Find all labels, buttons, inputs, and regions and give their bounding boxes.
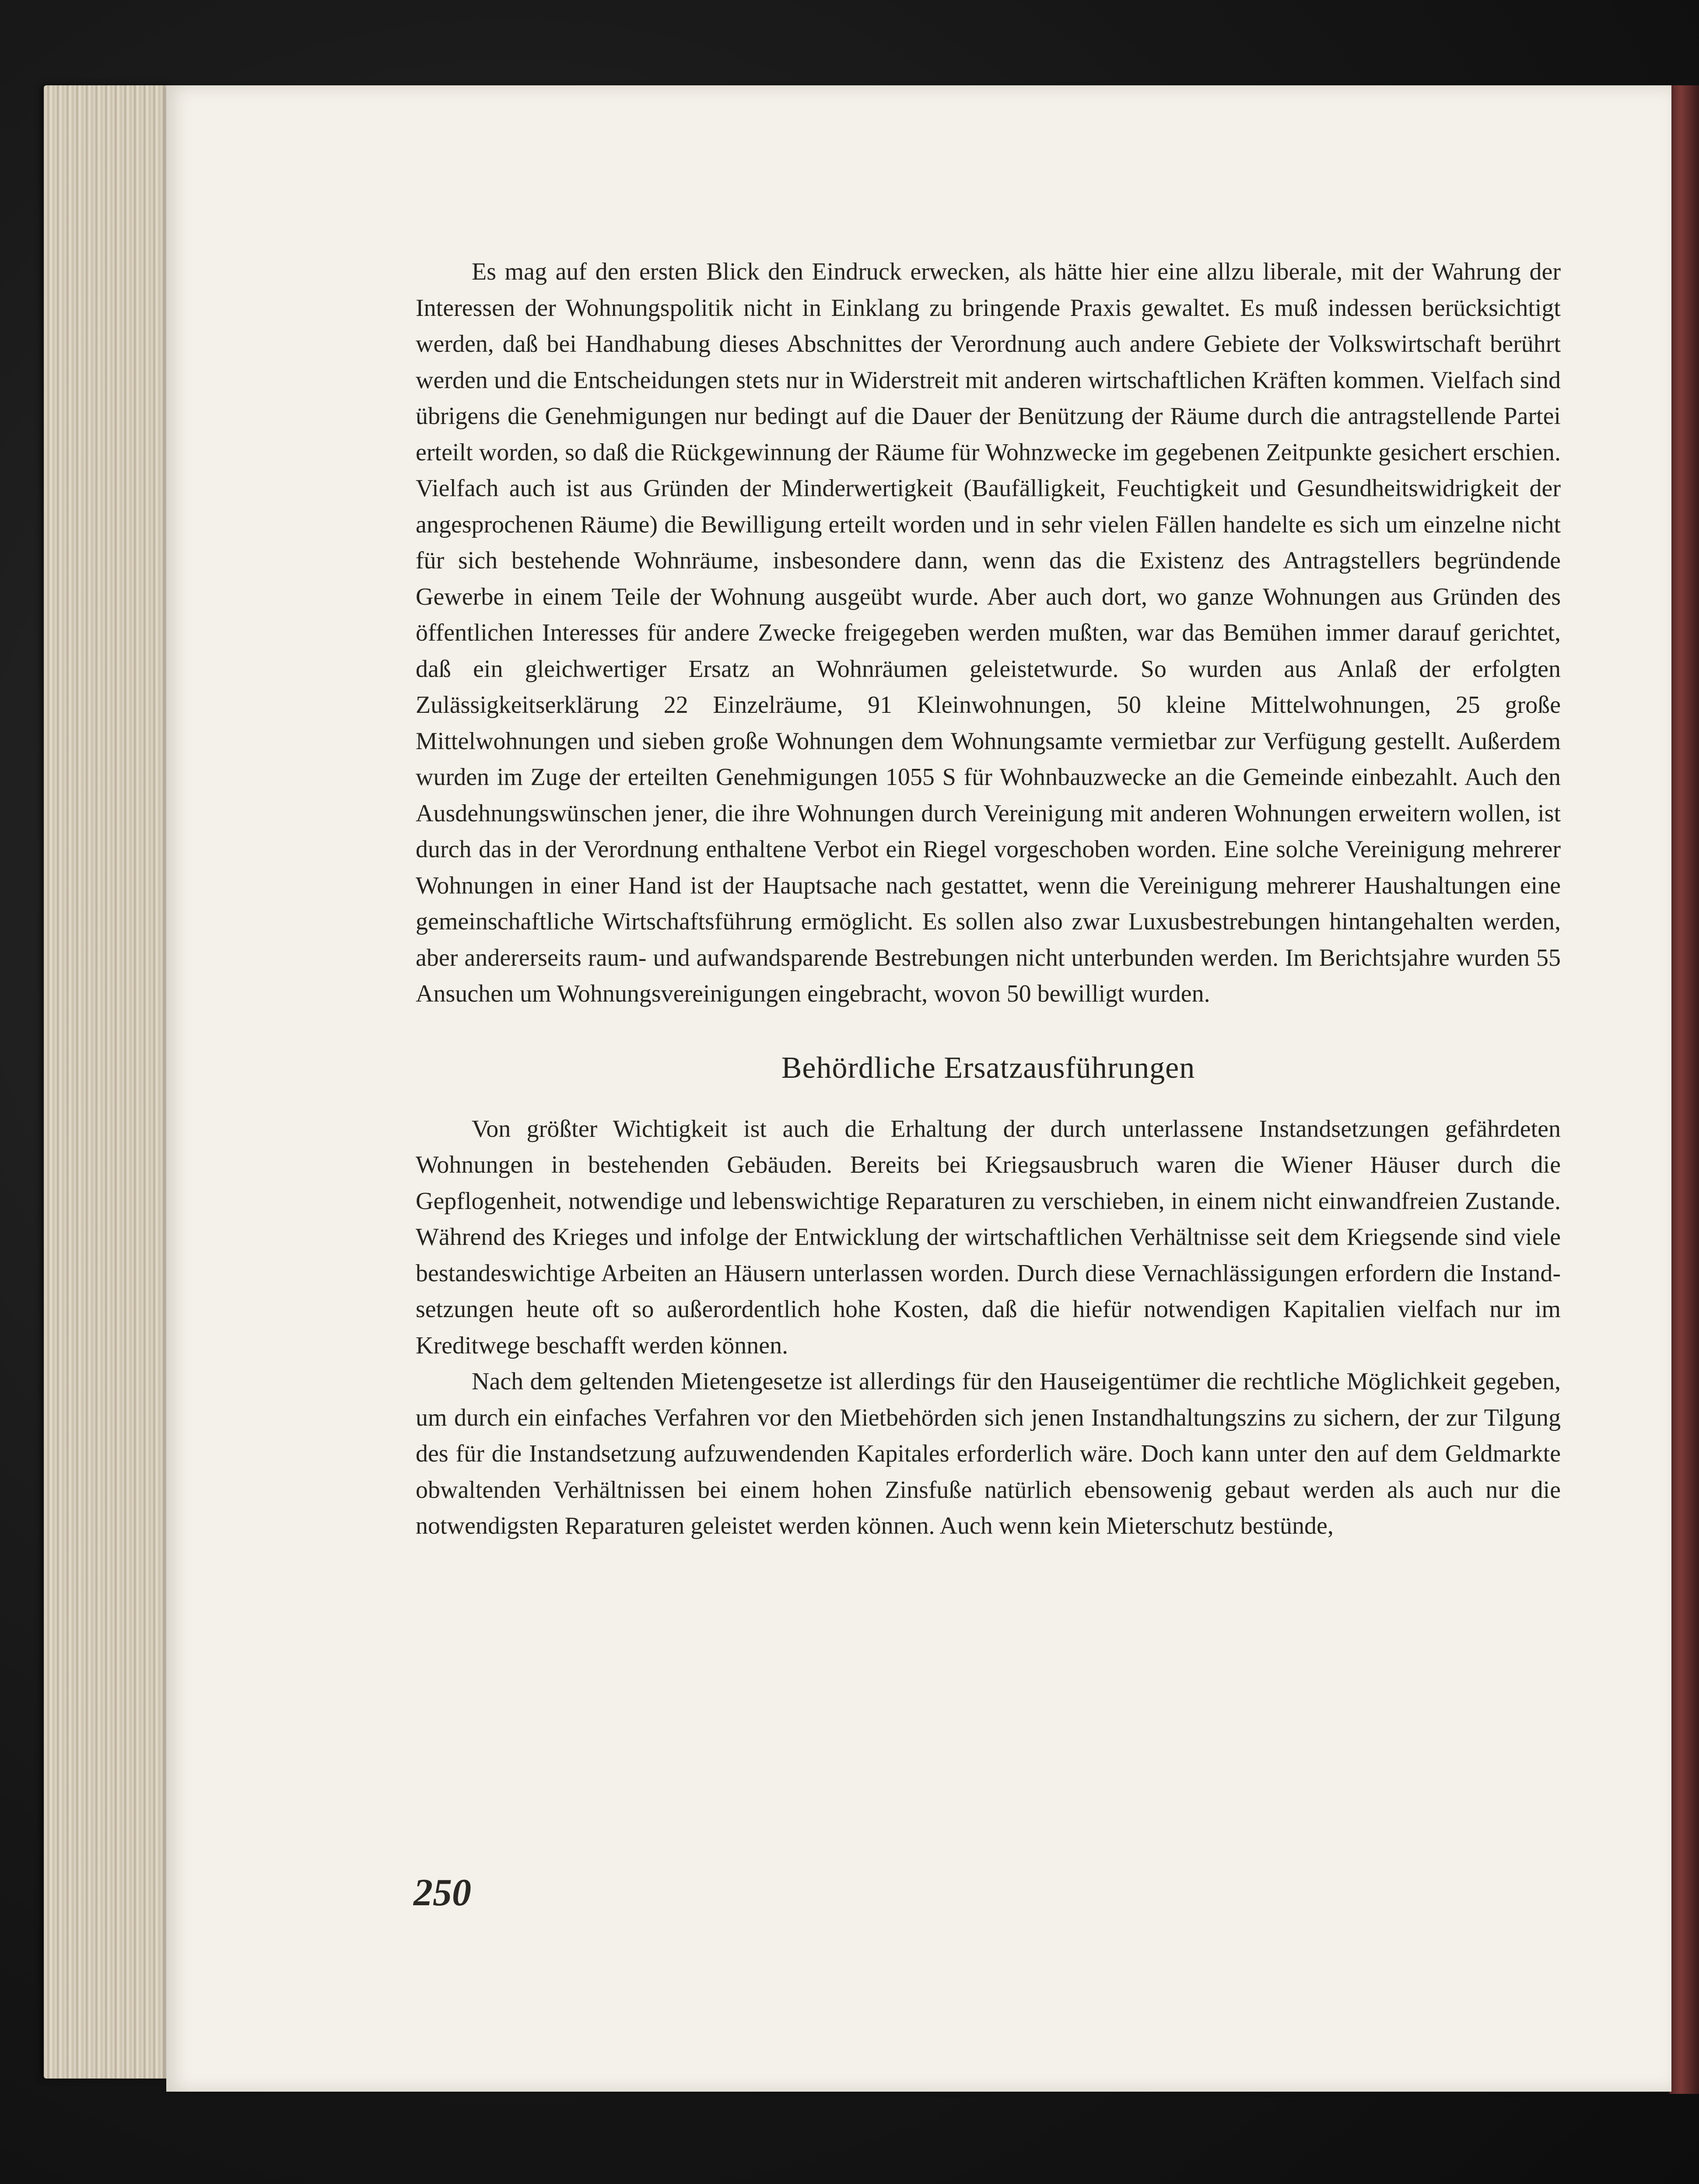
page-body: [416, 254, 1561, 1544]
section-heading: Behördliche Ersatzausführungen: [781, 1051, 1195, 1085]
book-page: [166, 85, 1671, 2092]
book-cover-edge: [1669, 85, 1699, 2094]
page-edge-stack: [44, 85, 171, 2079]
page-number: 250: [413, 1872, 471, 1914]
paragraph-instandsetzungen: Von größter Wichtigkeit ist auch die Erhaltung der durch unterlassene Instandsetzungen gefährdeten Wohnungen in bestehenden Gebäuden. Bereits bei Kriegsausbruch waren die Wiener Häuser durch die Gepflogenheit, notwendige und lebenswichtige Reparaturen zu verschieben, in einem nicht einwandfreien Zustande. Während des Krieges und infolge der Entwicklung der wirtschaftlichen Verhältnisse seit dem Kriegsende sind viele bestandeswichtige Arbeiten an Häusern unterlassen worden. Durch diese Vernachlässigungen erfordern die Instandsetzungen heute oft so außerordentlich hohe Kosten, daß die hiefür notwendigen Kapitalien vielfach nur im Kreditwege beschafft werden können.: [416, 1115, 1561, 1359]
paragraph-mietengesetz: Nach dem geltenden Mietengesetze ist allerdings für den Hauseigentümer die rechtliche Möglichkeit gegeben, um durch ein einfaches Verfahren vor den Mietbehörden sich jenen Instandhaltungszins zu sichern, der zur Tilgung des für die Instandsetzung aufzuwendenden Kapitales erforderlich wäre. Doch kann unter den auf dem Geldmarkte obwaltenden Verhältnissen bei einem hohen Zinsfuße natürlich ebensowenig gebaut werden als auch nur die notwendigsten Reparaturen geleistet werden können. Auch wenn kein Mieterschutz bestünde,: [416, 1368, 1561, 1539]
paragraph-wohnungsvereinigung: Es mag auf den ersten Blick den Eindruck erwecken, als hätte hier eine allzu liberale, mit der Wahrung der Interessen der Wohnungspolitik nicht in Einklang zu bringende Praxis gewaltet. Es muß indessen berücksichtigt werden, daß bei Handhabung dieses Abschnittes der Verordnung auch andere Gebiete der Volkswirtschaft berührt werden und die Entscheidungen stets nur in Widerstreit mit anderen wirtschaftlichen Kräften kommen. Vielfach sind übrigens die Genehmigungen nur bedingt auf die Dauer der Benützung der Räume durch die antragstellende Partei erteilt worden, so daß die Rückgewinnung der Räume für Wohnzwecke im gegebenen Zeitpunkte gesichert erschien. Vielfach auch ist aus Gründen der Minderwertigkeit (Baufälligkeit, Feuchtigkeit und Gesundheitswidrigkeit der angesprochenen Räume) die Bewilligung erteilt worden und in sehr vielen Fällen handelte es sich um einzelne nicht für sich bestehende Wohnräume, insbesondere dann, wenn das die Existenz des Antragstellers begründende Gewerbe in einem Teile der Wohnung ausgeübt wurde. Aber auch dort, wo ganze Wohnungen aus Gründen des öffentlichen Interesses für andere Zwecke freigegeben werden mußten, war das Bemühen immer darauf gerichtet, daß ein gleichwertiger Ersatz an Wohnräumen geleistetwurde. So wurden aus Anlaß der erfolgten Zulässigkeitserklärung 22 Einzelräume, 91 Kleinwohnungen, 50 kleine Mittelwohnungen, 25 große Mittelwohnungen und sieben große Wohnungen dem Wohnungsamte vermietbar zur Verfügung gestellt. Außerdem wurden im Zuge der erteilten Genehmigungen 1055 S für Wohnbauzwecke an die Gemeinde einbezahlt. Auch den Ausdehnungswünschen jener, die ihre Wohnungen durch Vereinigung mit anderen Wohnungen erweitern wollen, ist durch das in der Verordnung enthaltene Verbot ein Riegel vorgeschoben worden. Eine solche Vereinigung mehrerer Wohnungen in einer Hand ist der Hauptsache nach gestattet, wenn die Vereinigung mehrerer Haushaltungen eine gemeinschaftliche Wirtschaftsführung ermöglicht. Es sollen also zwar Luxusbestrebungen hintangehalten werden, aber andererseits raum- und aufwandsparende Bestrebungen nicht unterbunden werden. Im Berichtsjahre wurden 55 Ansuchen um Wohnungsvereinigungen eingebracht, wovon 50 bewilligt wurden.: [416, 258, 1561, 1007]
